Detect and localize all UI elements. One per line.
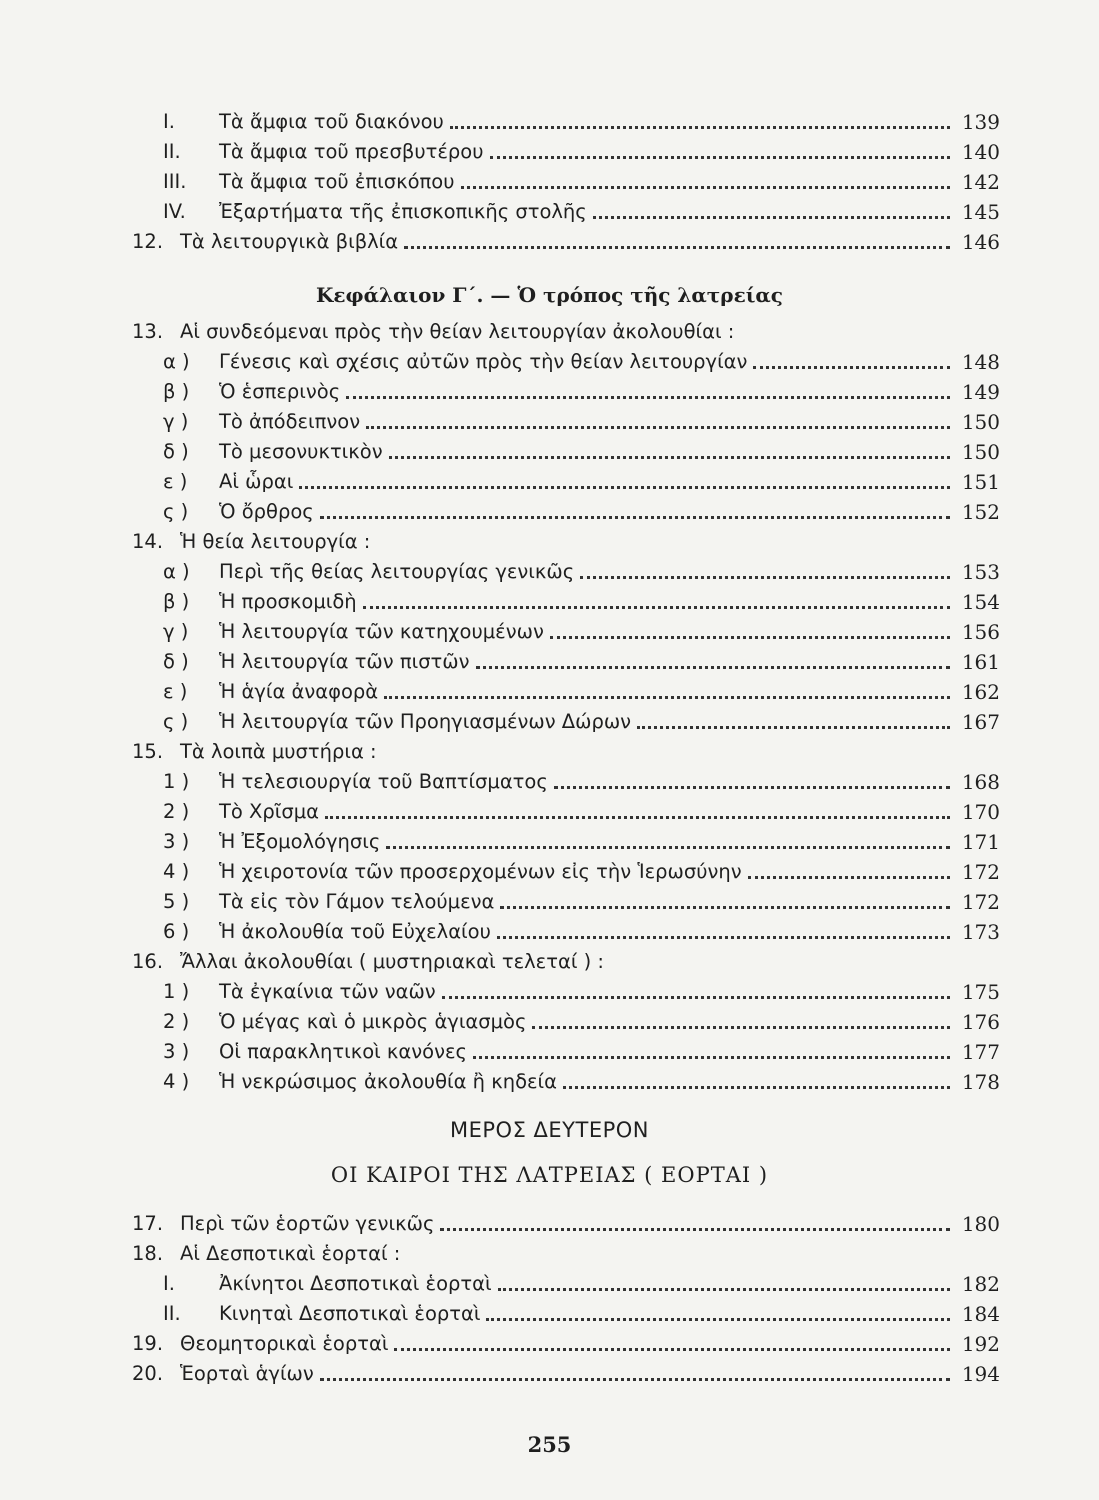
entry-number: δ ): [163, 440, 189, 463]
toc-subentry: [163, 858, 1000, 886]
entry-number: II.: [163, 1302, 181, 1325]
entry-page: 168: [961, 770, 1000, 794]
entry-number: IV.: [163, 200, 186, 223]
entry-number: 2 ): [163, 1010, 190, 1033]
toc-subentry: [163, 408, 1000, 436]
entry-page: 170: [961, 800, 1000, 824]
dot-leader: [580, 575, 950, 579]
dot-leader: [450, 125, 950, 129]
entry-page: 180: [961, 1212, 1000, 1236]
entry-page: 177: [961, 1040, 1000, 1064]
entry-number: γ ): [163, 410, 189, 433]
dot-leader: [498, 1287, 950, 1291]
entry-title: Ἡ θεία λειτουργία :: [180, 530, 371, 553]
entry-page: 142: [961, 170, 1000, 194]
entry-page: 167: [961, 710, 1000, 734]
entry-title: Ἡ ἀκολουθία τοῦ Εὐχελαίου: [219, 920, 491, 943]
entry-title: Τὰ εἰς τὸν Γάμον τελούμενα: [219, 890, 495, 913]
entry-title: Τὸ ἀπόδειπνον: [219, 410, 361, 433]
dot-leader: [563, 1085, 950, 1089]
entry-number: 3 ): [163, 1040, 190, 1063]
entry-number: ε ): [163, 470, 188, 493]
entry-number: 12.: [132, 230, 164, 253]
toc-subentry: [163, 648, 1000, 676]
toc-subentry: [163, 798, 1000, 826]
dot-leader: [554, 785, 950, 789]
entry-title: Οἱ παρακλητικοὶ κανόνες: [219, 1040, 467, 1063]
dot-leader: [366, 425, 950, 429]
entry-number: 5 ): [163, 890, 190, 913]
entry-title: Ἄλλαι ἀκολουθίαι ( μυστηριακαὶ τελεταί ) :: [180, 950, 604, 973]
toc-subentry: [163, 978, 1000, 1006]
entry-page: 194: [961, 1362, 1000, 1386]
entry-number: II.: [163, 140, 181, 163]
toc-subentry: [163, 828, 1000, 856]
dot-leader: [440, 1227, 950, 1231]
dot-leader: [500, 905, 950, 909]
toc-entry: [132, 1240, 1000, 1268]
dot-leader: [442, 995, 950, 999]
dot-leader: [394, 1347, 950, 1351]
entry-title: Ἡ ἁγία ἀναφορὰ: [219, 680, 379, 703]
dot-leader: [363, 605, 950, 609]
dot-leader: [748, 875, 950, 879]
entry-page: 150: [961, 410, 1000, 434]
entry-title: Τὸ Χρῖσμα: [219, 800, 319, 823]
entry-page: 175: [961, 980, 1000, 1004]
entry-title: Περὶ τῆς θείας λειτουργίας γενικῶς: [219, 560, 575, 583]
entry-title: Ἡ νεκρώσιμος ἀκολουθία ἢ κηδεία: [219, 1070, 558, 1093]
entry-title: Τὸ μεσονυκτικὸν: [219, 440, 383, 463]
toc-subentry: [163, 198, 1000, 226]
toc-subentry: [163, 498, 1000, 526]
dot-leader: [550, 635, 950, 639]
entry-page: 156: [961, 620, 1000, 644]
entry-page: 151: [961, 470, 1000, 494]
entry-page: 173: [961, 920, 1000, 944]
entry-title: Τὰ ἄμφια τοῦ διακόνου: [219, 110, 444, 133]
entry-title: Αἱ Δεσποτικαὶ ἑορταί :: [180, 1242, 401, 1265]
toc-subentry: [163, 708, 1000, 736]
dot-leader: [325, 815, 950, 819]
chapter-heading: Κεφάλαιον Γ΄. — Ὁ τρόπος τῆς λατρείας: [316, 283, 783, 307]
entry-page: 176: [961, 1010, 1000, 1034]
toc-entry: [132, 948, 1000, 976]
entry-number: 6 ): [163, 920, 190, 943]
entry-title: Τὰ λοιπὰ μυστήρια :: [180, 740, 377, 763]
entry-page: 162: [961, 680, 1000, 704]
entry-page: 182: [961, 1272, 1000, 1296]
dot-leader: [346, 395, 950, 399]
entry-title: Ἡ λειτουργία τῶν Προηγιασμένων Δώρων: [219, 710, 632, 733]
entry-page: 150: [961, 440, 1000, 464]
entry-page: 154: [961, 590, 1000, 614]
entry-page: 139: [961, 110, 1000, 134]
entry-page: 161: [961, 650, 1000, 674]
entry-title: Ὁ ἑσπερινὸς: [219, 380, 341, 403]
toc-subentry: [163, 468, 1000, 496]
entry-title: Αἱ συνδεόμεναι πρὸς τὴν θείαν λειτουργίαν ἀκολουθίαι :: [180, 320, 735, 343]
entry-number: ε ): [163, 680, 188, 703]
entry-title: Ὁ ὄρθρος: [219, 500, 314, 523]
dot-leader: [386, 845, 950, 849]
entry-number: 13.: [132, 320, 164, 343]
entry-number: β ): [163, 380, 190, 403]
dot-leader: [299, 485, 950, 489]
entry-number: 4 ): [163, 860, 190, 883]
dot-leader: [389, 455, 950, 459]
toc-entry: [132, 228, 1000, 256]
entry-title: Κινηταὶ Δεσποτικαὶ ἑορταὶ: [219, 1302, 481, 1325]
entry-page: 172: [961, 890, 1000, 914]
entry-title: Τὰ ἄμφια τοῦ ἐπισκόπου: [219, 170, 455, 193]
page-number: 255: [527, 1432, 572, 1457]
entry-number: 20.: [132, 1362, 164, 1385]
entry-page: 192: [961, 1332, 1000, 1356]
entry-number: III.: [163, 170, 187, 193]
entry-title: Ἡ τελεσιουργία τοῦ Βαπτίσματος: [219, 770, 548, 793]
dot-leader: [490, 155, 950, 159]
dot-leader: [532, 1025, 950, 1029]
dot-leader: [320, 515, 950, 519]
entry-page: 145: [961, 200, 1000, 224]
entry-title: Ἐξαρτήματα τῆς ἐπισκοπικῆς στολῆς: [219, 200, 587, 223]
entry-number: γ ): [163, 620, 189, 643]
entry-title: Τὰ ἄμφια τοῦ πρεσβυτέρου: [219, 140, 484, 163]
toc-subentry: [163, 888, 1000, 916]
dot-leader: [593, 215, 950, 219]
entry-number: 3 ): [163, 830, 190, 853]
entry-page: 140: [961, 140, 1000, 164]
entry-title: Περὶ τῶν ἑορτῶν γενικῶς: [180, 1212, 435, 1235]
entry-title: Θεομητορικαὶ ἑορταὶ: [180, 1332, 389, 1355]
entry-number: 17.: [132, 1212, 164, 1235]
part-heading: ΜΕΡΟΣ ΔΕΥΤΕΡΟΝ: [450, 1118, 649, 1142]
entry-number: 16.: [132, 950, 164, 973]
toc-entry: [132, 318, 1000, 346]
toc-subentry: [163, 1300, 1000, 1328]
entry-number: I.: [163, 1272, 175, 1295]
entry-number: 1 ): [163, 980, 190, 1003]
toc-subentry: [163, 1008, 1000, 1036]
entry-page: 148: [961, 350, 1000, 374]
entry-page: 184: [961, 1302, 1000, 1326]
entry-number: 1 ): [163, 770, 190, 793]
toc-subentry: [163, 1038, 1000, 1066]
toc-subentry: [163, 558, 1000, 586]
entry-title: Γένεσις καὶ σχέσις αὐτῶν πρὸς τὴν θείαν λειτουργίαν: [219, 350, 748, 373]
toc-entry: [132, 1210, 1000, 1238]
dot-leader: [476, 665, 950, 669]
entry-number: 15.: [132, 740, 164, 763]
entry-number: 14.: [132, 530, 164, 553]
entry-title: Ἡ λειτουργία τῶν κατηχουμένων: [219, 620, 544, 643]
toc-subentry: [163, 768, 1000, 796]
entry-title: Ἀκίνητοι Δεσποτικαὶ ἑορταὶ: [219, 1272, 492, 1295]
dot-leader: [404, 245, 950, 249]
dot-leader: [637, 725, 950, 729]
toc-entry: [132, 738, 1000, 766]
entry-number: 18.: [132, 1242, 164, 1265]
entry-title: Τὰ λειτουργικὰ βιβλία: [180, 230, 399, 253]
entry-title: Ἡ προσκομιδὴ: [219, 590, 357, 613]
entry-title: Ἡ Ἐξομολόγησις: [219, 830, 381, 853]
entry-title: Αἱ ὧραι: [219, 470, 294, 493]
toc-subentry: [163, 348, 1000, 376]
entry-page: 153: [961, 560, 1000, 584]
toc-subentry: [163, 918, 1000, 946]
entry-number: ς ): [163, 500, 189, 523]
toc-entry: [132, 528, 1000, 556]
toc-subentry: [163, 618, 1000, 646]
toc-subentry: [163, 168, 1000, 196]
entry-number: δ ): [163, 650, 189, 673]
entry-number: β ): [163, 590, 190, 613]
entry-title: Ὁ μέγας καὶ ὁ μικρὸς ἁγιασμὸς: [219, 1010, 527, 1033]
entry-page: 152: [961, 500, 1000, 524]
entry-number: α ): [163, 350, 190, 373]
entry-title: Ἡ λειτουργία τῶν πιστῶν: [219, 650, 470, 673]
toc-subentry: [163, 378, 1000, 406]
dot-leader: [473, 1055, 950, 1059]
entry-title: Ἡ χειροτονία τῶν προσερχομένων εἰς τὴν Ἱερωσύνην: [219, 860, 742, 883]
dot-leader: [497, 935, 950, 939]
entry-page: 149: [961, 380, 1000, 404]
toc-subentry: [163, 678, 1000, 706]
toc-subentry: [163, 588, 1000, 616]
dot-leader: [384, 695, 950, 699]
part-subheading: ΟΙ ΚΑΙΡΟΙ ΤΗΣ ΛΑΤΡΕΙΑΣ ( ΕΟΡΤΑΙ ): [330, 1163, 769, 1187]
dot-leader: [753, 365, 950, 369]
entry-number: 19.: [132, 1332, 164, 1355]
entry-number: 2 ): [163, 800, 190, 823]
entry-page: 171: [961, 830, 1000, 854]
toc-subentry: [163, 138, 1000, 166]
toc-subentry: [163, 438, 1000, 466]
toc-subentry: [163, 108, 1000, 136]
dot-leader: [486, 1317, 950, 1321]
dot-leader: [320, 1377, 950, 1381]
toc-subentry: [163, 1270, 1000, 1298]
entry-title: Ἑορταὶ ἁγίων: [180, 1362, 314, 1385]
entry-number: ς ): [163, 710, 189, 733]
entry-page: 146: [961, 230, 1000, 254]
entry-number: α ): [163, 560, 190, 583]
entry-title: Τὰ ἐγκαίνια τῶν ναῶν: [219, 980, 436, 1003]
toc-entry: [132, 1330, 1000, 1358]
dot-leader: [461, 185, 950, 189]
entry-number: I.: [163, 110, 175, 133]
entry-page: 178: [961, 1070, 1000, 1094]
toc-subentry: [163, 1068, 1000, 1096]
toc-entry: [132, 1360, 1000, 1388]
entry-page: 172: [961, 860, 1000, 884]
entry-number: 4 ): [163, 1070, 190, 1093]
